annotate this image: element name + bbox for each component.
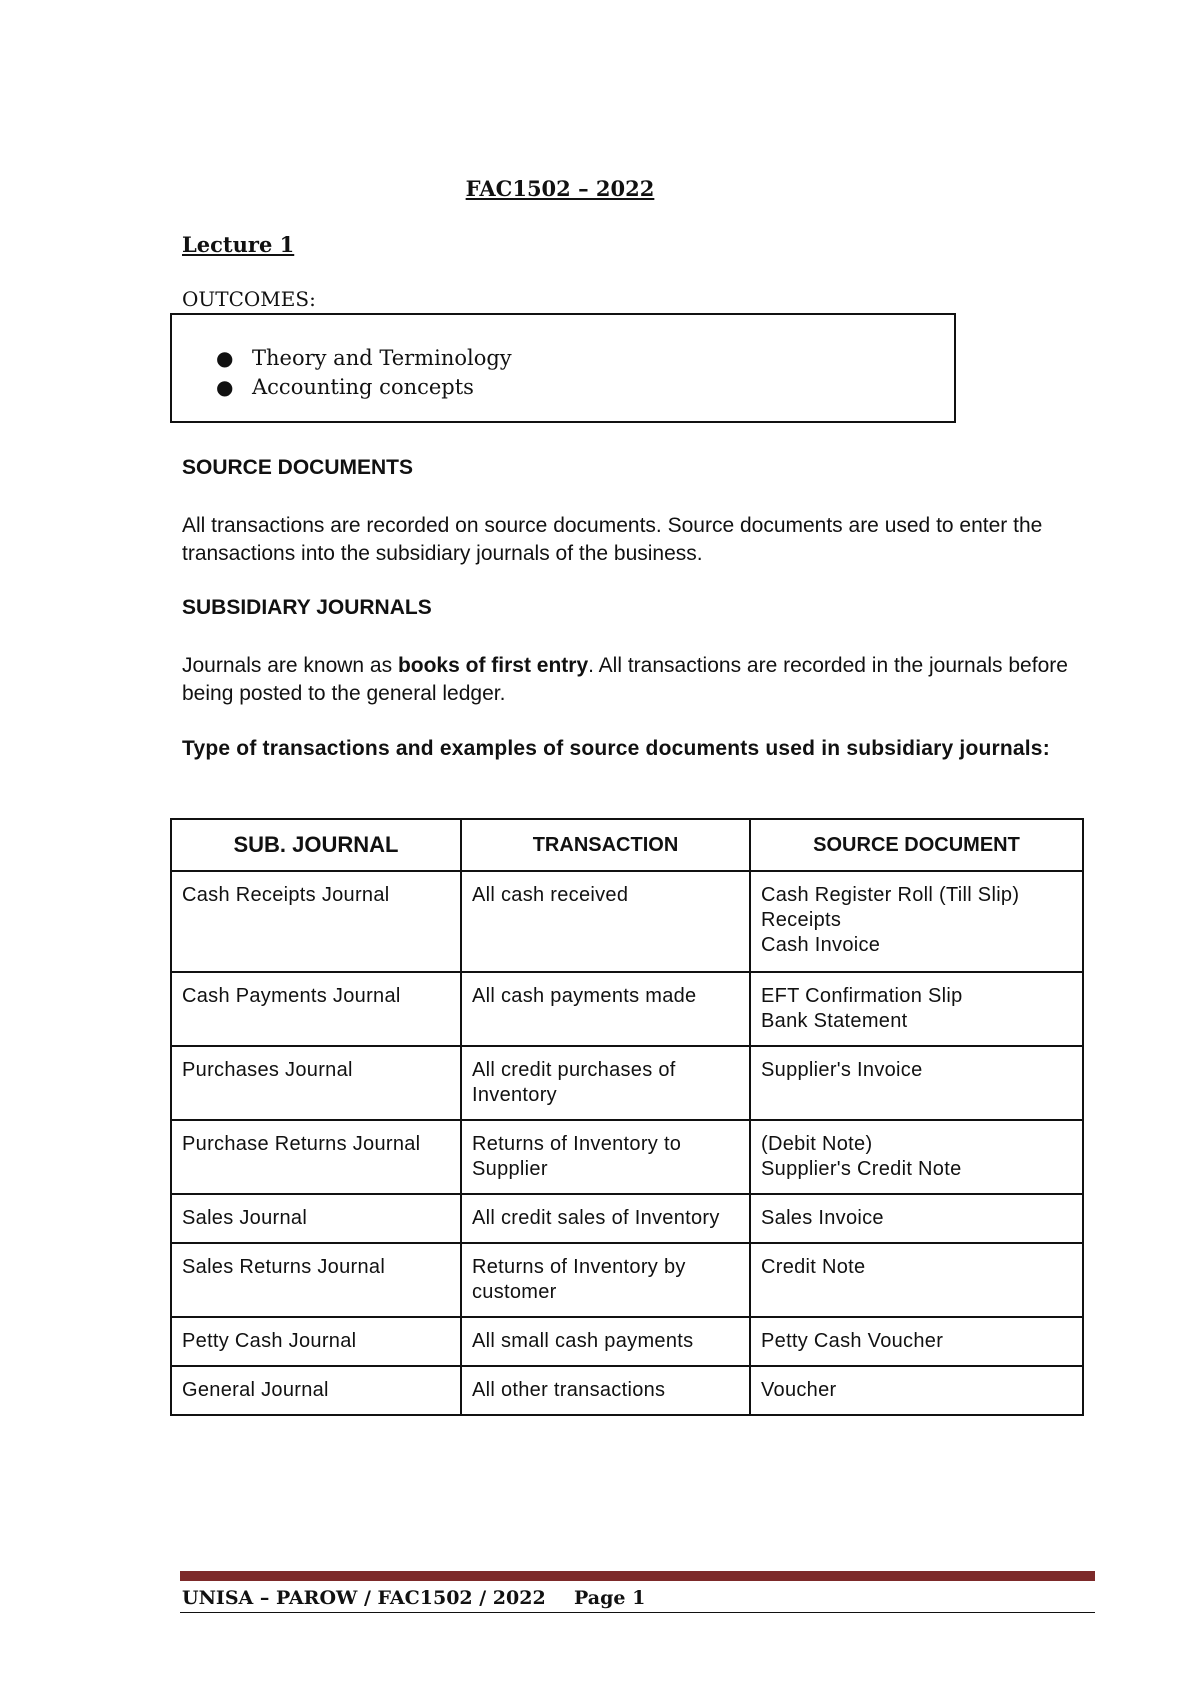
source-document-cell	[750, 1317, 1083, 1366]
table-row	[171, 1194, 1083, 1243]
lecture-heading: Lecture 1	[182, 232, 295, 257]
source-document-cell	[750, 1120, 1083, 1194]
transaction-cell: All other transactions	[461, 1366, 750, 1415]
text-segment: . All transactions are recorded in the journals before being posted to the general ledger.	[182, 654, 1068, 705]
document-line: Supplier's Invoice	[761, 1059, 923, 1081]
text-segment: Journals are known as	[182, 654, 398, 677]
transaction-cell: All credit sales of Inventory	[461, 1194, 750, 1243]
journal-cell: Purchases Journal	[171, 1046, 461, 1120]
document-line: Receipts	[761, 909, 842, 931]
footer-text: UNISA – PAROW / FAC1502 / 2022	[182, 1587, 546, 1609]
outcome-item	[216, 373, 512, 402]
outcome-item	[216, 344, 512, 373]
outcome-text: Accounting concepts	[252, 375, 474, 399]
document-line: Bank Statement	[761, 1010, 908, 1032]
footer-rule	[180, 1571, 1095, 1581]
outcomes-box	[170, 313, 956, 423]
journal-cell: Sales Returns Journal	[171, 1243, 461, 1317]
transaction-cell: All cash payments made	[461, 972, 750, 1046]
column-header-sub-journal: SUB. JOURNAL	[171, 819, 461, 871]
document-line: Sales Invoice	[761, 1207, 884, 1229]
document-title: FAC1502 – 2022	[465, 176, 655, 201]
source-document-cell	[750, 1243, 1083, 1317]
table-row	[171, 1046, 1083, 1120]
table-header-row	[171, 819, 1083, 871]
journal-cell: General Journal	[171, 1366, 461, 1415]
source-documents-text: All transactions are recorded on source documents. Source documents are used to enter the transactions into the subsidiary journals of the business.	[182, 514, 1043, 565]
document-line: Supplier's Credit Note	[761, 1158, 962, 1180]
transaction-cell: All small cash payments	[461, 1317, 750, 1366]
document-line: Cash Register Roll (Till Slip)	[761, 884, 1020, 906]
outcomes-list	[216, 344, 512, 402]
journal-cell: Petty Cash Journal	[171, 1317, 461, 1366]
table-row	[171, 1317, 1083, 1366]
source-document-cell	[750, 1194, 1083, 1243]
transaction-cell: All credit purchases of Inventory	[461, 1046, 750, 1120]
journal-cell: Sales Journal	[171, 1194, 461, 1243]
source-document-cell	[750, 871, 1083, 972]
document-line: Cash Invoice	[761, 934, 881, 956]
journal-cell: Cash Payments Journal	[171, 972, 461, 1046]
document-line: Credit Note	[761, 1256, 866, 1278]
bullet-icon: ●	[216, 346, 234, 370]
source-document-cell	[750, 1046, 1083, 1120]
transaction-cell: Returns of Inventory by customer	[461, 1243, 750, 1317]
source-documents-heading: SOURCE DOCUMENTS	[182, 456, 414, 479]
column-header-transaction: TRANSACTION	[461, 819, 750, 871]
transaction-cell: Returns of Inventory to Supplier	[461, 1120, 750, 1194]
page-number: Page 1	[574, 1587, 646, 1609]
column-header-source-document: SOURCE DOCUMENT	[750, 819, 1083, 871]
document-line: Voucher	[761, 1379, 837, 1401]
table-row	[171, 871, 1083, 972]
table-row	[171, 1366, 1083, 1415]
document-line: EFT Confirmation Slip	[761, 985, 963, 1007]
journal-cell: Purchase Returns Journal	[171, 1120, 461, 1194]
outcome-text: Theory and Terminology	[252, 346, 512, 370]
table-intro: Type of transactions and examples of source documents used in subsidiary journals:	[182, 737, 1050, 760]
table-row	[171, 1120, 1083, 1194]
outcomes-heading: OUTCOMES:	[182, 287, 316, 311]
emphasis-text: books of first entry	[397, 654, 589, 677]
journal-table	[170, 818, 1084, 1416]
journal-cell: Cash Receipts Journal	[171, 871, 461, 972]
subsidiary-journals-heading: SUBSIDIARY JOURNALS	[182, 596, 432, 619]
footer-underline	[180, 1612, 1095, 1613]
table-row	[171, 1243, 1083, 1317]
source-document-cell	[750, 1366, 1083, 1415]
subsidiary-journals-text	[182, 652, 1082, 708]
document-line: Petty Cash Voucher	[761, 1330, 944, 1352]
source-document-cell	[750, 972, 1083, 1046]
document-line: (Debit Note)	[761, 1133, 873, 1155]
bullet-icon: ●	[216, 375, 234, 399]
transaction-cell: All cash received	[461, 871, 750, 972]
table-row	[171, 972, 1083, 1046]
